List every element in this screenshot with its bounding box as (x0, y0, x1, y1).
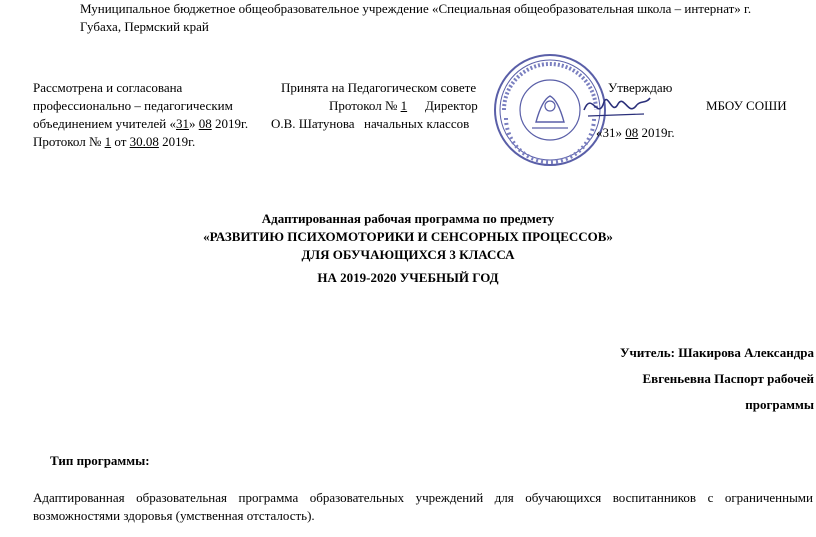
approval-col3-line3: начальных классов (364, 116, 470, 131)
approval-col3-date (596, 124, 675, 142)
program-type-text: Адаптированная образовательная программа образовательных учреждений для обучающихся воспитанников с ограниченными возможностями здоровья (умственная отсталость). (33, 490, 813, 523)
approval-col2-line1: Принята на Педагогическом совете (281, 80, 477, 95)
approval-col2-line3: О.В. Шатунова (271, 116, 355, 131)
approval-col1-day: 31 (175, 116, 189, 131)
approval-col1-line4-c: 2019г. (162, 134, 196, 149)
approval-col1-line3-c: 2019г. (214, 116, 249, 131)
title-line-2: «РАЗВИТИЮ ПСИХОМОТОРИКИ И СЕНСОРНЫХ ПРОЦЕССОВ» (203, 229, 613, 244)
approval-col1-line4-a: Протокол № (33, 134, 102, 149)
teacher-line-2: Евгеньевна Паспорт рабочей (642, 371, 814, 386)
approval-col2-line2-a: Протокол № (329, 98, 398, 113)
approval-col1-line3-b: » (188, 116, 196, 131)
approval-col1-line1: Рассмотрена и согласована (33, 80, 183, 95)
approval-col1-line4-b: от (114, 134, 127, 149)
title-line-3: ДЛЯ ОБУЧАЮЩИХСЯ 3 КЛАССА (301, 247, 515, 262)
approval-col2-num: 1 (400, 98, 408, 113)
approval-col1-line3 (33, 115, 248, 133)
approval-col3-year: 2019г. (641, 125, 675, 140)
approval-col1-date: 30.08 (129, 134, 159, 149)
institution-line-1: Муниципальное бюджетное общеобразовательное учреждение «Специальная общеобразовательная школа – интернат» г. (80, 1, 752, 16)
approval-col3-line1: Утверждаю (608, 80, 673, 95)
approval-col3-director: Директор (425, 98, 478, 113)
title-line-1: Адаптированная рабочая программа по предмету (261, 211, 555, 226)
approval-col1-num: 1 (104, 134, 112, 149)
approval-col3-month: 08 (625, 125, 639, 140)
approval-col1-line3-a: объединением учителей « (33, 116, 176, 131)
approval-col3-school: МБОУ СОШИ (706, 98, 787, 113)
approval-col1-month: 08 (198, 116, 212, 131)
approval-col3-day: «31» (596, 125, 622, 140)
title-line-4: НА 2019-2020 УЧЕБНЫЙ ГОД (317, 270, 499, 285)
program-type-heading: Тип программы: (50, 453, 150, 468)
approval-col1-line2: профессионально – педагогическим (33, 98, 233, 113)
approval-col2-line2 (329, 97, 407, 115)
approval-col1-line4 (33, 133, 195, 151)
teacher-line-3: программы (745, 397, 814, 412)
institution-line-2: Губаха, Пермский край (80, 19, 209, 34)
teacher-line-1: Учитель: Шакирова Александра (619, 345, 814, 360)
